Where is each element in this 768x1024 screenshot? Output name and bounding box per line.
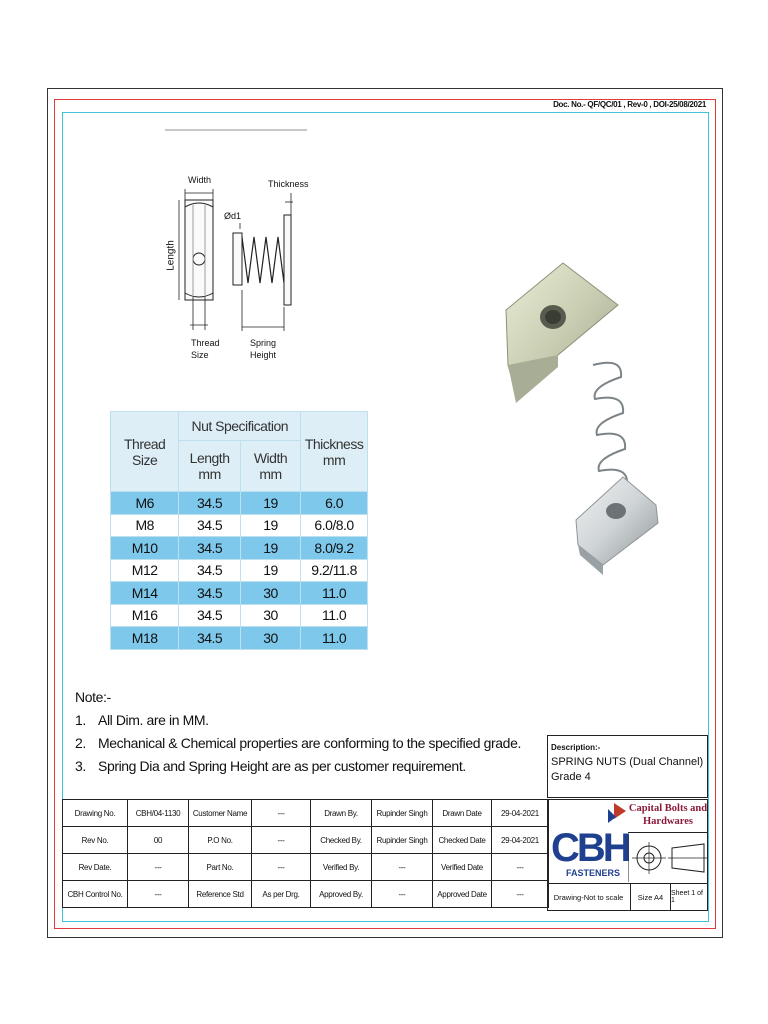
- table-row: CBH Control No. --- Reference Std As per Drg. Approved By. --- Approved Date ---: [63, 881, 549, 908]
- header-nut-specification: Nut Specification: [179, 412, 301, 441]
- cbh-logo: [550, 801, 630, 883]
- header-length: Length mm: [179, 441, 240, 492]
- header-thickness: Thickness mm: [301, 412, 368, 492]
- sheet-info-row: [547, 883, 708, 910]
- nut-technical-drawing: [160, 125, 310, 370]
- note-item: 1. All Dim. are in MM.: [75, 712, 209, 728]
- table-row: M14 34.5 30 11.0: [111, 582, 368, 605]
- description-label: Description:-: [551, 743, 601, 752]
- company-name: Capital Bolts and Hardwares: [628, 802, 708, 833]
- label-spring-height: Spring Height: [250, 338, 277, 360]
- label-thickness: Thickness: [268, 179, 309, 189]
- document-number: Doc. No.- QF/QC/01 , Rev-0 , DOI-25/08/2021: [553, 100, 706, 109]
- table-row: M8 34.5 19 6.0/8.0: [111, 514, 368, 537]
- svg-text:FASTENERS: FASTENERS: [566, 868, 621, 878]
- table-row: Rev Date. --- Part No. --- Verified By. --- Verified Date ---: [63, 854, 549, 881]
- scale-note: Drawing-Not to scale: [547, 884, 631, 910]
- description-line-1: SPRING NUTS (Dual Channel): [551, 756, 704, 768]
- svg-text:CBH: CBH: [551, 826, 629, 870]
- table-row: M6 34.5 19 6.0: [111, 492, 368, 515]
- description-line-2: Grade 4: [551, 771, 591, 783]
- label-length: Length: [165, 240, 177, 271]
- table-row: Rev No. 00 P.O No. --- Checked By. Rupinder Singh Checked Date 29-04-2021: [63, 827, 549, 854]
- description-box: [547, 735, 708, 798]
- notes-title: Note:-: [75, 689, 111, 705]
- table-row: M18 34.5 30 11.0: [111, 627, 368, 650]
- note-item: 2. Mechanical & Chemical properties are conforming to the specified grade.: [75, 735, 521, 751]
- spring-nut-product-image: [498, 255, 673, 595]
- table-row: M12 34.5 19 9.2/11.8: [111, 559, 368, 582]
- notes-section: [75, 686, 521, 778]
- title-block-table: [62, 799, 549, 908]
- sheet-number: Sheet 1 of 1: [671, 890, 703, 904]
- header-thread-size: Thread Size: [111, 412, 179, 492]
- projection-symbol-icon: [628, 836, 708, 882]
- table-row: M16 34.5 30 11.0: [111, 604, 368, 627]
- label-thread-size: Thread Size: [191, 338, 220, 360]
- table-row: Drawing No. CBH/04-1130 Customer Name --- Drawn By. Rupinder Singh Drawn Date 29-04-2021: [63, 800, 549, 827]
- label-width: Width: [188, 175, 212, 185]
- label-d1: Ød1: [224, 211, 242, 221]
- sheet-size: Size A4: [631, 884, 671, 910]
- table-row: M10 34.5 19 8.0/9.2: [111, 537, 368, 560]
- note-item: 3. Spring Dia and Spring Height are as per customer requirement.: [75, 758, 466, 774]
- header-width: Width mm: [240, 441, 300, 492]
- nut-specification-table: [110, 411, 368, 650]
